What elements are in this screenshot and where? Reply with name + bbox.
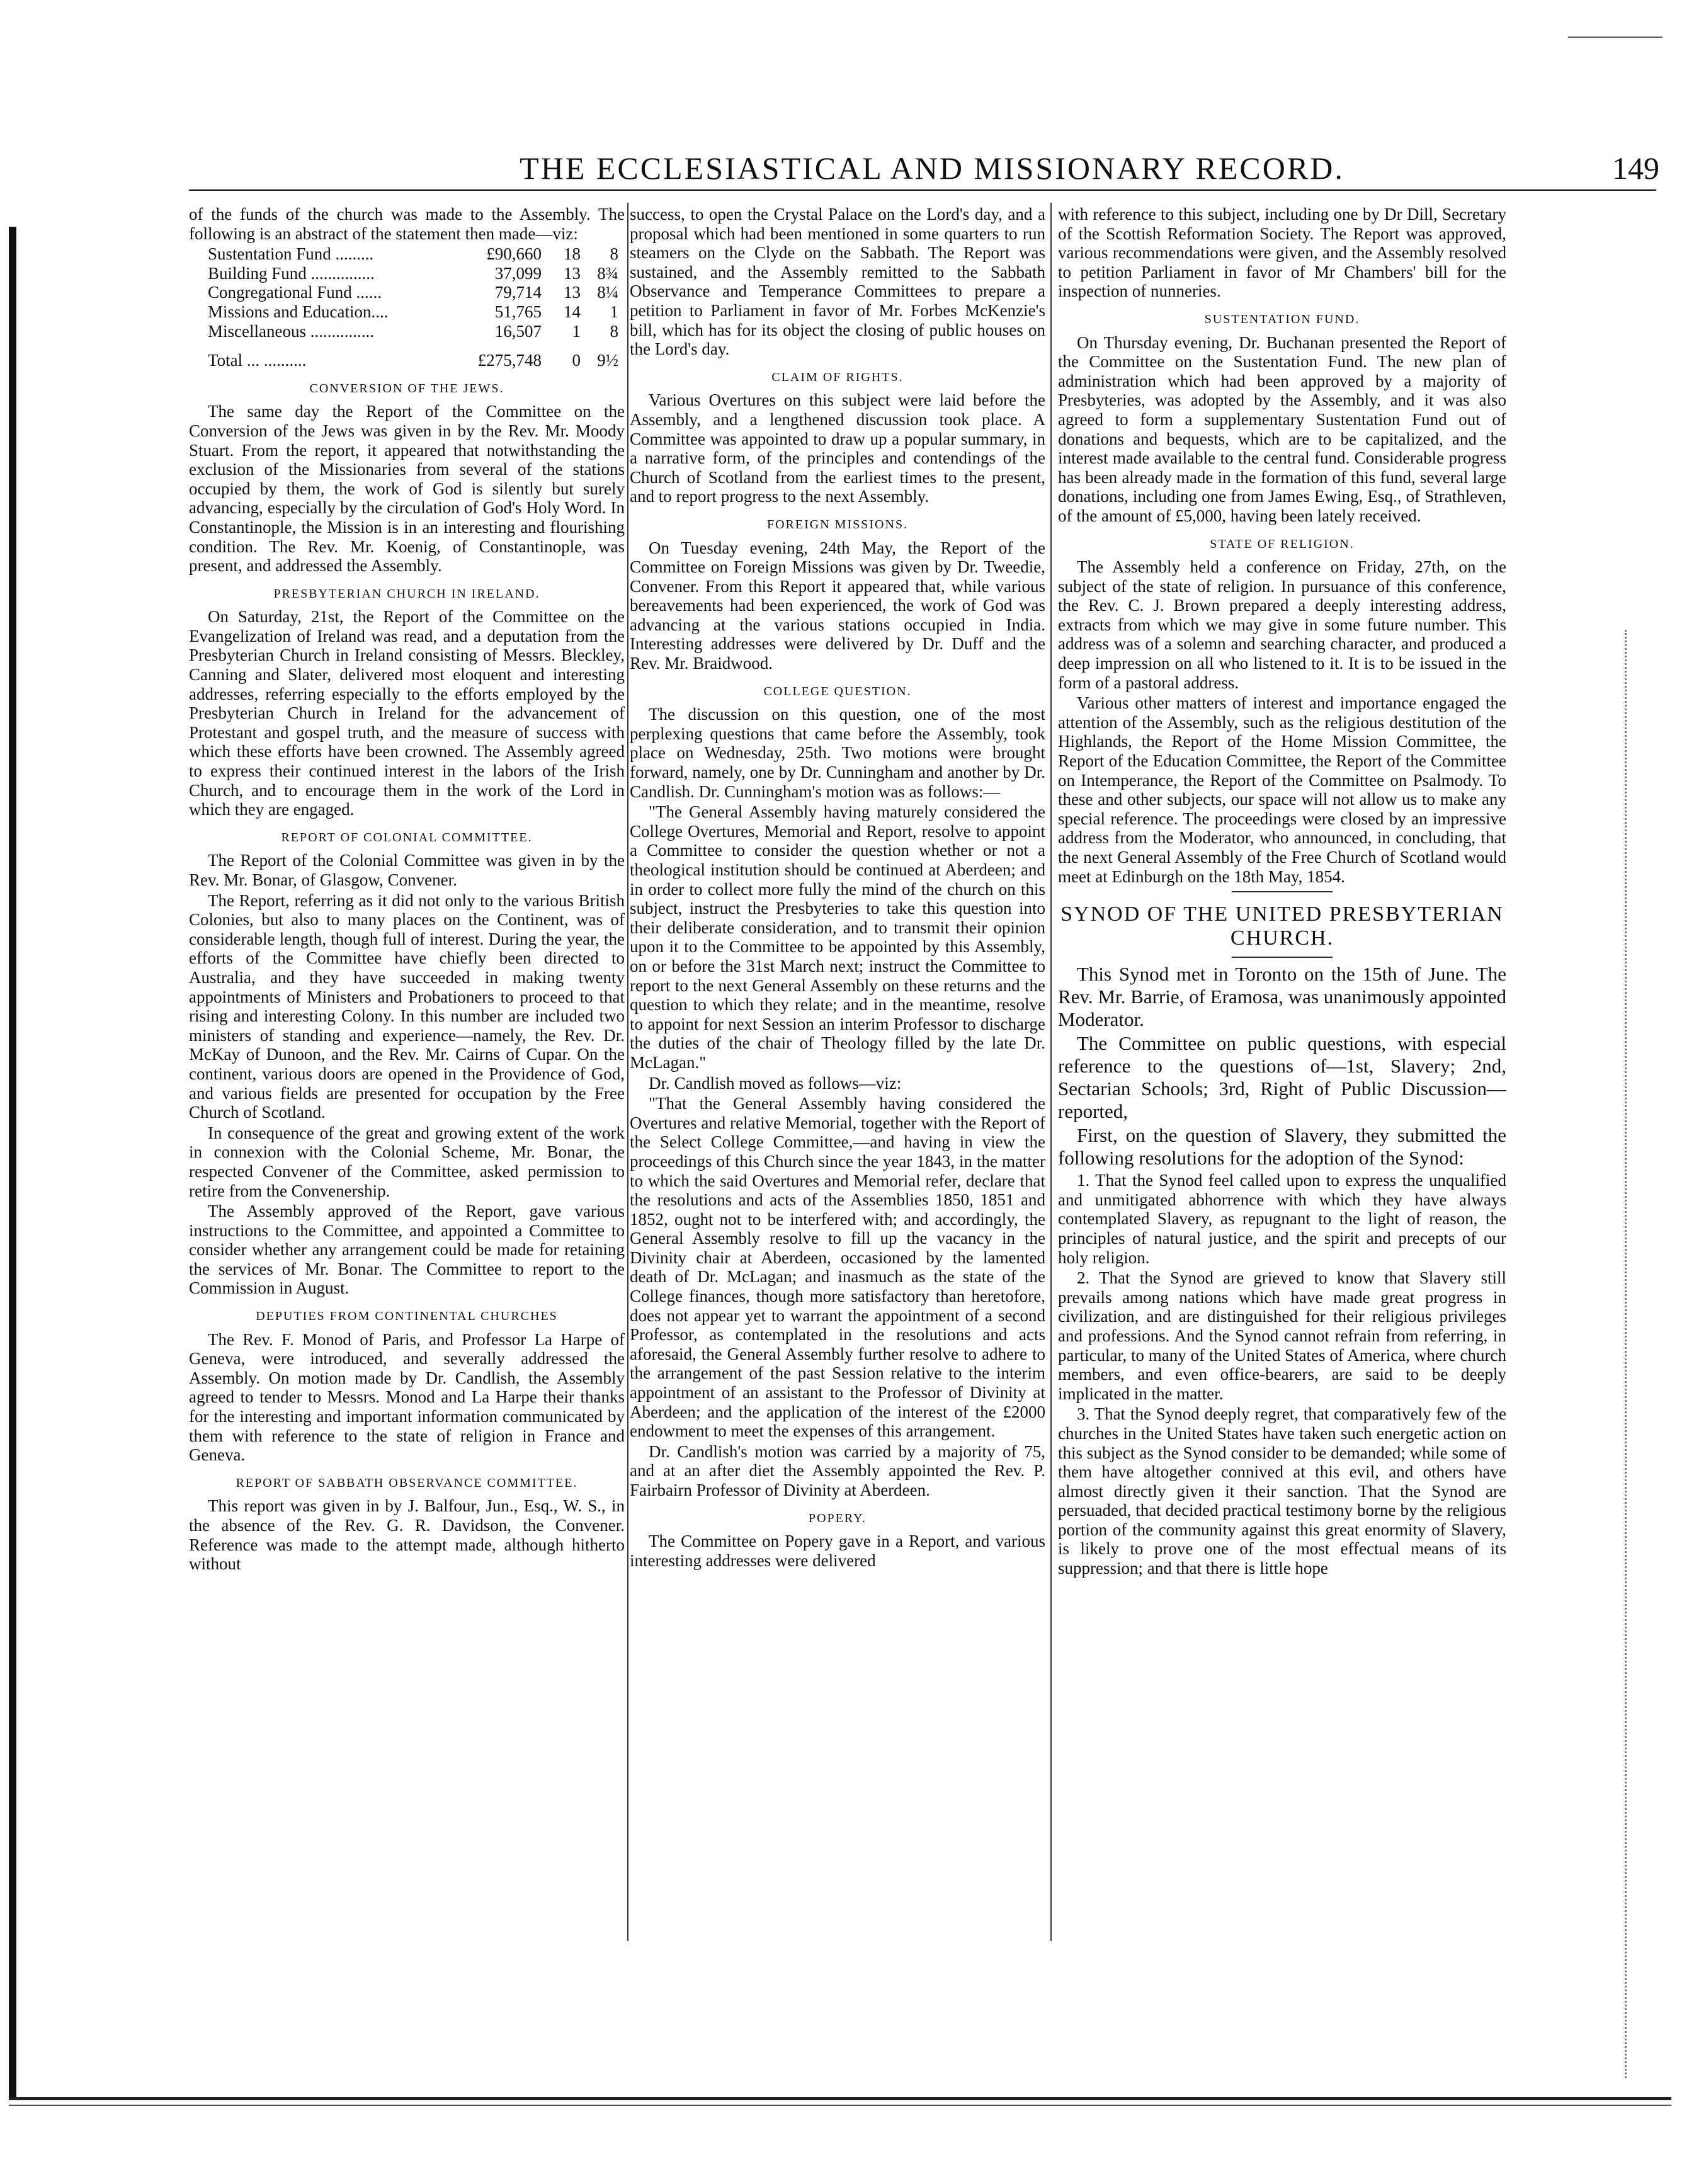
column-rule bbox=[1050, 203, 1052, 1941]
section-heading: REPORT OF COLONIAL COMMITTEE. bbox=[281, 830, 533, 845]
funds-cell-s: 1 bbox=[572, 321, 581, 341]
paragraph: This Synod met in Toronto on the 15th of June. The Rev. Mr. Barrie, of Eramosa, was unanimously appointed Moderator. bbox=[1058, 963, 1506, 1031]
paragraph: The Report, referring as it did not only to the various British Colonies, but also to many places on the Continent, was of considerable length, though full of interest. During the year, the efforts of the Committee have chiefly been directed to Australia, and they have succeeded in making twenty appointments of Ministers and Probationers to proceed to that rising and interesting Colony. In this number are included two ministers of standing and experience—namely, the Rev. Dr. McKay of Dunoon, and the Rev. Mr. Cairns of Cupar. On the continent, various doors are opened in the Providence of God, and various fields are presented for occupation by the Free Church of Scotland. bbox=[189, 890, 625, 1122]
funds-cell-d: 8¼ bbox=[597, 283, 618, 302]
funds-cell-d: 9½ bbox=[597, 351, 618, 370]
funds-cell-name: Miscellaneous ............... bbox=[208, 321, 374, 341]
funds-cell-name: Building Fund ............... bbox=[208, 263, 375, 283]
bottom-rule bbox=[9, 2105, 1671, 2106]
page-number: 149 bbox=[1612, 151, 1659, 186]
paragraph: On Saturday, 21st, the Report of the Committee on the Evangelization of Ireland was read, and a deputation from the Presbyterian Church in Ireland consisting of Messrs. Bleckley, Canning and Slater, delivered most eloquent and interesting addresses, referring especially to the efforts employed by the Presbyterian Church in Ireland for the advancement of Protestant and gospel truth, and the measure of success with which these efforts have been crowned. The Assembly agreed to express their continued interest in the labors of the Irish Church, and to encourage them in the work of the Lord in which they are engaged. bbox=[189, 607, 625, 819]
funds-cell-name: Missions and Education.... bbox=[208, 302, 389, 321]
section-heading: FOREIGN MISSIONS. bbox=[766, 517, 909, 532]
running-head: THE ECCLESIASTICAL AND MISSIONARY RECORD. bbox=[520, 151, 1344, 186]
section-divider bbox=[1232, 891, 1333, 892]
funds-cell-d: 8 bbox=[610, 321, 618, 341]
funds-cell-s: 13 bbox=[564, 263, 581, 283]
funds-row bbox=[208, 302, 644, 322]
funds-row bbox=[208, 322, 644, 341]
funds-cell-amount: 79,714 bbox=[494, 283, 542, 302]
paragraph: The discussion on this question, one of the most perplexing questions that came before the Assembly, took place on Wednesday, 25th. Two motions were brought forward, namely, one by Dr. Cunningham and another by Dr. Candlish. Dr. Cunningham's motion was as follows:— bbox=[630, 705, 1045, 801]
column-3 bbox=[1058, 205, 1506, 1579]
section-heading: SUSTENTATION FUND. bbox=[1204, 312, 1360, 326]
paragraph: The Rev. F. Monod of Paris, and Professor La Harpe of Geneva, were introduced, and severally addressed the Assembly. On motion made by Dr. Candlish, the Assembly agreed to tender to Messrs. Monod and La Harpe their thanks for the interesting and important information communicated by them with reference to the state of religion in France and Geneva. bbox=[189, 1329, 625, 1465]
funds-cell-d: 8¾ bbox=[597, 263, 618, 283]
funds-cell-s: 13 bbox=[564, 283, 581, 302]
scan-mark bbox=[1568, 37, 1663, 38]
margin-mark bbox=[1625, 630, 1627, 2078]
paragraph: 3. That the Synod deeply regret, that comparatively few of the churches in the United States have taken such energetic action on this subject as the Synod consider to be demanded; while some of them have altogether connived at this evil, and others have almost directly given it their sanction. That the Synod are persuaded, that decided practical testimony borne by the religious portion of the community against this great enormity of Slavery, is likely to prove one of the most effectual means of its suppression; and that there is little hope bbox=[1058, 1404, 1506, 1578]
paragraph: Various other matters of interest and importance engaged the attention of the Assembly, such as the religious destitution of the Highlands, the Report of the Home Mission Committee, the Report of the Education Committee, the Report of the Committee on Intemperance, the Report of the Committee on Psalmody. To these and other subjects, our space will not allow us to make any special reference. The proceedings were closed by an impressive address from the Moderator, who announced, in concluding, that the next General Assembly of the Free Church of Scotland would meet at Edinburgh on the 18th May, 1854. bbox=[1058, 693, 1506, 886]
paragraph: 1. That the Synod feel called upon to express the unqualified and unmitigated abhorrence with which they have always contemplated Slavery, as repugnant to the light of reason, the principles of natural justice, and the spirit and precepts of our holy religion. bbox=[1058, 1171, 1506, 1267]
paragraph: "The General Assembly having maturely considered the College Overtures, Memorial and Report, resolve to appoint a Committee to consider the question whether or not a theological institution should be continued at Aberdeen; and in order to collect more fully the mind of the church on this subject, instruct the Presbyteries to take this question into their deliberate consideration, and to transmit their opinion upon it to the Committee to be appointed by this Assembly, on or before the 31st March next; instruct the Committee to report to the next General Assembly on these returns and the question to which they relate; and in the meantime, resolve to appoint for next Session an interim Professor to discharge the duties of the chair of Theology filled by the late Dr. McLagan." bbox=[630, 802, 1045, 1072]
funds-cell-s: 18 bbox=[564, 244, 581, 264]
paragraph: The Committee on Popery gave in a Report, and various interesting addresses were delivered bbox=[630, 1532, 1045, 1570]
funds-cell-amount: £90,660 bbox=[486, 244, 542, 264]
funds-cell-name: Congregational Fund ...... bbox=[208, 283, 382, 302]
paragraph: success, to open the Crystal Palace on the Lord's day, and a proposal which had been mentioned in some quarters to run steamers on the Clyde on the Sabbath. The Report was sustained, and the Assembly remitted to the Sabbath Observance and Temperance Committees to prepare a petition to Parliament in favor of Mr. Forbes McKenzie's bill, which has for its object the closing of public houses on the Lord's day. bbox=[630, 205, 1045, 359]
paragraph: The Assembly held a conference on Friday, 27th, on the subject of the state of religion. In pursuance of this conference, the Rev. C. J. Brown prepared a deeply interesting address, extracts from which we may give in some future number. This address was of a solemn and searching character, and produced a deep impression on all who listened to it. It is to be issued in the form of a pastoral address. bbox=[1058, 557, 1506, 692]
paragraph: Various Overtures on this subject were laid before the Assembly, and a lengthened discussion took place. A Committee was appointed to draw up a popular summary, in a narrative form, of the principles and contendings of the Church of Scotland from the earliest times to the present, and to report progress to the next Assembly. bbox=[630, 390, 1045, 506]
paragraph: Dr. Candlish's motion was carried by a majority of 75, and at an after diet the Assembly appointed the Rev. P. Fairbairn Professor of Divinity at Aberdeen. bbox=[630, 1442, 1045, 1499]
section-heading: STATE OF RELIGION. bbox=[1210, 537, 1355, 551]
funds-cell-amount: £275,748 bbox=[477, 351, 542, 370]
section-heading: COLLEGE QUESTION. bbox=[763, 684, 912, 698]
section-heading: CONVERSION OF THE JEWS. bbox=[309, 381, 504, 395]
paragraph: The Assembly approved of the Report, gave various instructions to the Committee, and appointed a Committee to consider whether any arrangement could be made for retaining the services of Mr. Bonar. The Committee to report to the Commission in August. bbox=[189, 1202, 625, 1298]
funds-row bbox=[208, 264, 644, 283]
paragraph: This report was given in by J. Balfour, Jun., Esq., W. S., in the absence of the Rev. G. R. Davidson, the Convener. Reference was made to the attempt made, although hitherto without bbox=[189, 1496, 625, 1574]
section-heading: REPORT OF SABBATH OBSERVANCE COMMITTEE. bbox=[236, 1476, 578, 1490]
paragraph: 2. That the Synod are grieved to know that Slavery still prevails among nations which have made great progress in civilization, and are distinguished for their religious privileges and professions. And the Synod cannot refrain from referring, in particular, to many of the United States of America, where church members, and even office-bearers, are said to be deeply implicated in the matter. bbox=[1058, 1268, 1506, 1403]
column-2 bbox=[630, 205, 1045, 1571]
section-heading: DEPUTIES FROM CONTINENTAL CHURCHES bbox=[256, 1309, 558, 1324]
section-heading: PRESBYTERIAN CHURCH IN IRELAND. bbox=[273, 586, 540, 601]
section-heading: POPERY. bbox=[808, 1511, 867, 1525]
funds-row bbox=[208, 244, 644, 264]
funds-cell-d: 8 bbox=[610, 244, 618, 264]
page-header bbox=[189, 150, 1688, 207]
paragraph: The Committee on public questions, with especial reference to the questions of—1st, Slavery; 2nd, Sectarian Schools; 3rd, Right of Public Discussion—reported, bbox=[1058, 1032, 1506, 1123]
column-rule bbox=[627, 203, 628, 1941]
funds-cell-name: Sustentation Fund ......... bbox=[208, 244, 374, 264]
binding-edge bbox=[9, 227, 16, 2097]
paragraph: The same day the Report of the Committee on the Conversion of the Jews was given in by the Rev. Mr. Moody Stuart. From the report, it appeared that notwithstanding the exclusion of the Missionaries from several of the stations occupied by them, the work of God is silently but surely advancing, especially by the circulation of God's Holy Word. In Constantinople, the Mission is in an interesting and flourishing condition. The Rev. Mr. Koenig, of Constantinople, was present, and addressed the Assembly. bbox=[189, 402, 625, 576]
funds-table bbox=[208, 244, 644, 370]
paragraph: of the funds of the church was made to the Assembly. The following is an abstract of the statement then made—viz: bbox=[189, 205, 625, 243]
paragraph: First, on the question of Slavery, they submitted the following resolutions for the adoption of the Synod: bbox=[1058, 1124, 1506, 1169]
article-title: SYNOD OF THE UNITED PRESBYTERIAN CHURCH. bbox=[1060, 902, 1504, 950]
funds-cell-amount: 16,507 bbox=[494, 321, 542, 341]
funds-cell-name: Total ... .......... bbox=[208, 351, 307, 370]
paragraph: On Tuesday evening, 24th May, the Report of the Committee on Foreign Missions was given by Dr. Tweedie, Convener. From this Report it appeared that, while various bereavements had been experienced, the work of God was advancing at the various stations occupied in India. Interesting addresses were delivered by Dr. Duff and the Rev. Mr. Braidwood. bbox=[630, 538, 1045, 673]
column-1 bbox=[189, 205, 625, 1575]
paragraph: with reference to this subject, including one by Dr Dill, Secretary of the Scottish Reformation Society. The Report was approved, various recommendations were given, and the Assembly resolved to petition Parliament in favor of Mr Chambers' bill for the inspection of nunneries. bbox=[1058, 205, 1506, 301]
funds-cell-amount: 37,099 bbox=[494, 263, 542, 283]
funds-cell-s: 14 bbox=[564, 302, 581, 321]
paragraph: Dr. Candlish moved as follows—viz: bbox=[649, 1073, 902, 1093]
funds-cell-amount: 51,765 bbox=[494, 302, 542, 321]
article-body bbox=[1058, 963, 1506, 1169]
header-rule bbox=[189, 189, 1656, 191]
funds-cell-d: 1 bbox=[610, 302, 618, 321]
funds-cell-s: 0 bbox=[572, 351, 581, 370]
paragraph: On Thursday evening, Dr. Buchanan presented the Report of the Committee on the Sustentation Fund. The new plan of administration which had been approved by a majority of Presbyteries, was adopted by the Assembly, and it was also agreed to form a supplementary Sustentation Fund out of donations and bequests, which are to be capitalized, and the interest made available to the central fund. Considerable progress has been already made in the formation of this fund, several large donations, including one from James Ewing, Esq., of Strathleven, of the amount of £5,000, having been lately received. bbox=[1058, 333, 1506, 525]
funds-total-row bbox=[208, 341, 644, 370]
paragraph: In consequence of the great and growing extent of the work in connexion with the Colonial Scheme, Mr. Bonar, the respected Convener of the Committee, asked permission to retire from the Convenership. bbox=[189, 1123, 625, 1200]
section-divider bbox=[1232, 957, 1333, 958]
section-heading: CLAIM OF RIGHTS. bbox=[771, 370, 904, 384]
funds-row bbox=[208, 283, 644, 302]
paragraph: "That the General Assembly having considered the Overtures and relative Memorial, together with the Report of the Select College Committee,—and having in view the proceedings of this Church since the year 1843, in the matter to which the said Overtures and Memorial refer, declare that the resolutions and acts of the Assemblies 1850, 1851 and 1852, ought not to be interfered with; and accordingly, the General Assembly resolve to fill up the vacancy in the Divinity chair at Aberdeen, occasioned by the lamented death of Dr. McLagan; and inasmuch as the state of the College finances, though more satisfactory than heretofore, does not appear yet to warrant the appointment of a second Professor, as contemplated in the resolutions and acts aforesaid, the General Assembly further resolve to adhere to the arrangement of the past Session relative to the interim appointment of an assistant to the Professor of Divinity at Aberdeen; and the application of the interest of the £2000 endowment to meet the expenses of this arrangement. bbox=[630, 1094, 1045, 1441]
bottom-rule bbox=[9, 2097, 1671, 2100]
paragraph: The Report of the Colonial Committee was given in by the Rev. Mr. Bonar, of Glasgow, Convener. bbox=[189, 851, 625, 889]
